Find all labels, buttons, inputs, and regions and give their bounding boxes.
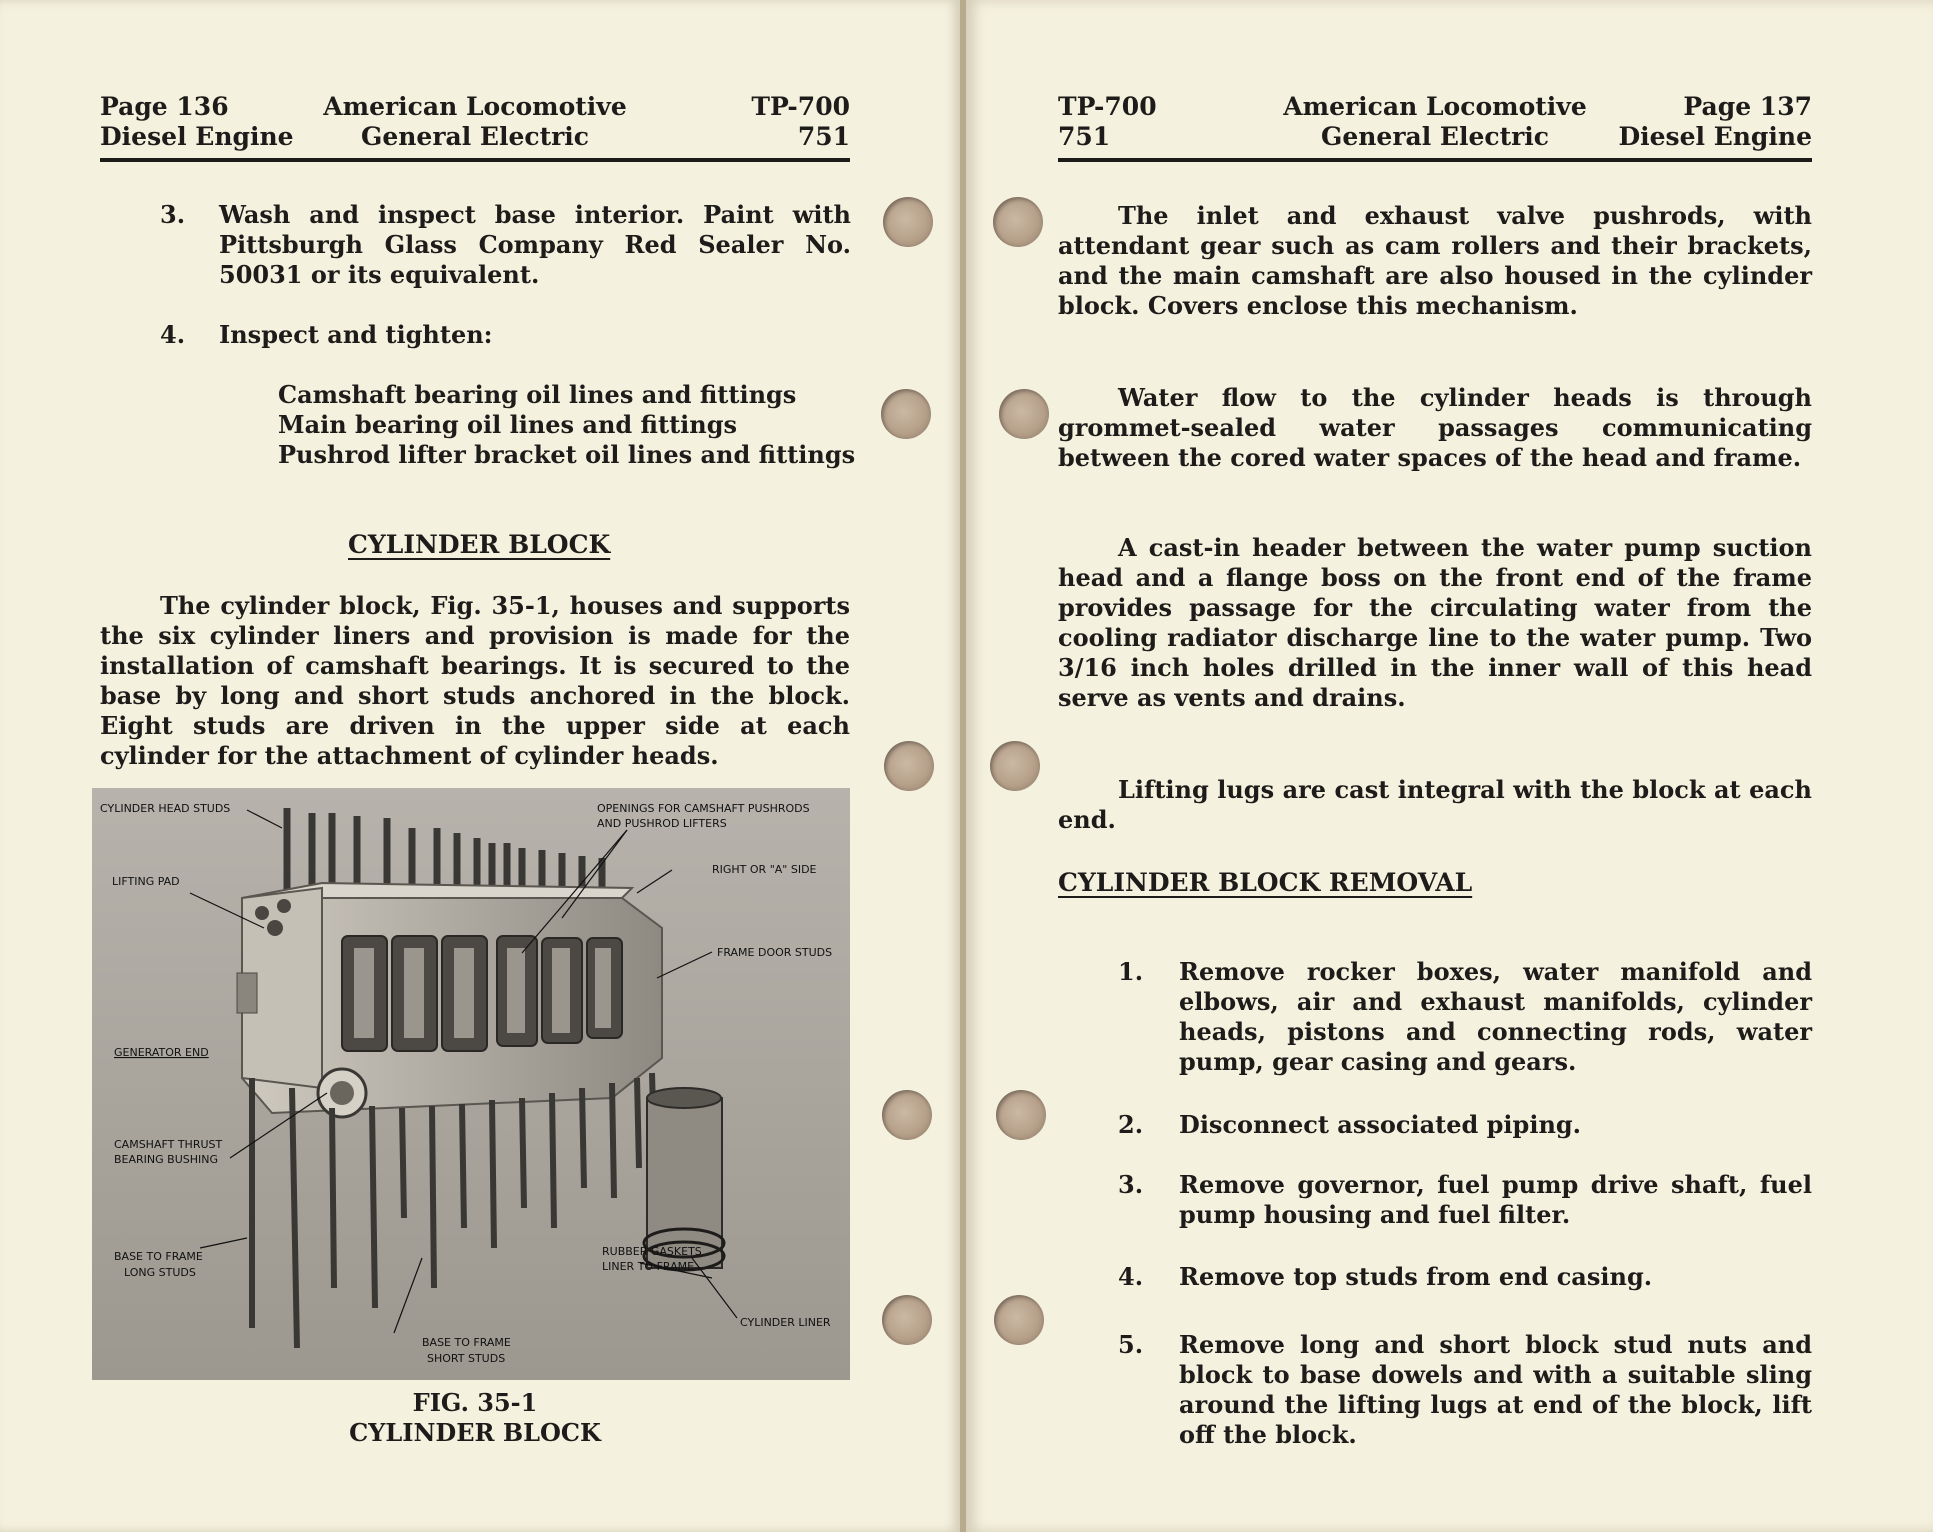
label-base-short-2: SHORT STUDS	[427, 1352, 506, 1365]
label-base-short-1: BASE TO FRAME	[422, 1336, 511, 1349]
step-text: Disconnect associated piping.	[1179, 1110, 1582, 1139]
label-thrust-1: CAMSHAFT THRUST	[114, 1138, 223, 1151]
step-number: 1.	[1118, 957, 1144, 986]
binder-hole	[882, 1090, 932, 1140]
manual-code: TP-700	[1058, 92, 1157, 121]
label-base-long-1: BASE TO FRAME	[114, 1250, 203, 1263]
label-thrust-2: BEARING BUSHING	[114, 1153, 219, 1166]
binder-hole	[996, 1090, 1046, 1140]
binder-hole	[884, 741, 934, 791]
label-gaskets-2: LINER TO FRAME	[602, 1260, 695, 1273]
body-paragraph: The cylinder block, Fig. 35-1, houses and supports the six cylinder liners and provision is made for the installation of camshaft bearings. It is secured to the base by long and short studs anchored in the block. Eight studs are driven in the upper side at each cylinder for the attachment of cylinder heads.	[100, 591, 850, 770]
step-number: 2.	[1118, 1110, 1144, 1139]
binder-hole	[883, 197, 933, 247]
company-name-2: General Electric	[360, 122, 590, 151]
body-paragraph: Lifting lugs are cast integral with the block at each end.	[1058, 775, 1812, 834]
binder-hole	[882, 1295, 932, 1345]
body-paragraph: Water flow to the cylinder heads is through grommet-sealed water passages communicating between the cored water spaces of the head and frame.	[1058, 383, 1812, 472]
label-cylinder-liner: CYLINDER LINER	[740, 1316, 831, 1329]
right-page	[966, 0, 1933, 1532]
cylinder-liner-part	[644, 1088, 724, 1270]
company-name-2: General Electric	[1320, 122, 1550, 151]
item-text: Wash and inspect base interior. Paint with Pittsburgh Glass Company Red Sealer No. 50031 or its equivalent.	[219, 200, 851, 289]
body-paragraph: A cast-in header between the water pump suction head and a flange boss on the front end of the frame provides passage for the circulating water from the cooling radiator discharge line to the water pump. Two 3/16 inch holes drilled in the inner wall of this head serve as vents and drains.	[1058, 533, 1812, 712]
company-name: American Locomotive	[1283, 92, 1587, 121]
figure-cylinder-block	[92, 788, 850, 1380]
item-number: 3.	[160, 200, 186, 229]
cylinder-block-illustration	[92, 788, 850, 1380]
left-page	[0, 0, 960, 1532]
label-lifting-pad: LIFTING PAD	[112, 875, 180, 888]
step-number: 4.	[1118, 1262, 1144, 1291]
figure-caption-title: CYLINDER BLOCK	[349, 1418, 601, 1447]
label-gaskets-1: RUBBER GASKETS	[602, 1245, 702, 1258]
left-page-header	[100, 92, 850, 162]
step-text: Remove top studs from end casing.	[1179, 1262, 1653, 1291]
right-page-header	[1058, 92, 1812, 162]
engine-title: Diesel Engine	[100, 122, 294, 151]
label-frame-door-studs: FRAME DOOR STUDS	[717, 946, 833, 959]
step-text: Remove long and short block stud nuts and block to base dowels and with a suitable sling around the lifting lugs at end of the block, lift off the block.	[1179, 1330, 1812, 1449]
label-cylinder-head-studs: CYLINDER HEAD STUDS	[100, 802, 231, 815]
engine-title: Diesel Engine	[1618, 122, 1812, 151]
manual-code: TP-700	[751, 92, 850, 121]
binder-hole	[990, 741, 1040, 791]
item-number: 4.	[160, 320, 186, 349]
body-paragraph: The inlet and exhaust valve pushrods, with attendant gear such as cam rollers and their brackets, and the main camshaft are also housed in the cylinder block. Covers enclose this mechanism.	[1058, 201, 1812, 320]
camshaft-openings	[342, 936, 622, 1051]
company-name: American Locomotive	[323, 92, 627, 121]
label-base-long-2: LONG STUDS	[124, 1266, 196, 1279]
manual-code-2: 751	[797, 122, 850, 151]
subitem: Main bearing oil lines and fittings	[278, 410, 738, 439]
item-text: Inspect and tighten:	[219, 320, 493, 349]
section-heading: CYLINDER BLOCK REMOVAL	[1058, 868, 1473, 897]
binder-hole	[993, 197, 1043, 247]
binder-hole	[881, 389, 931, 439]
manual-code-2: 751	[1058, 122, 1111, 151]
label-generator-end: GENERATOR END	[114, 1046, 209, 1059]
page-number: Page 136	[100, 92, 229, 121]
figure-caption-number: FIG. 35-1	[412, 1388, 538, 1417]
section-heading: CYLINDER BLOCK	[348, 530, 611, 559]
label-right-side: RIGHT OR "A" SIDE	[712, 863, 817, 876]
subitem: Camshaft bearing oil lines and fittings	[278, 380, 797, 409]
label-openings-2: AND PUSHROD LIFTERS	[597, 817, 727, 830]
step-number: 5.	[1118, 1330, 1144, 1359]
step-number: 3.	[1118, 1170, 1144, 1199]
step-text: Remove rocker boxes, water manifold and elbows, air and exhaust manifolds, cylinder heads, pistons and connecting rods, water pump, gear casing and gears.	[1179, 957, 1812, 1076]
subitem: Pushrod lifter bracket oil lines and fittings	[278, 440, 856, 469]
binder-hole	[994, 1295, 1044, 1345]
step-text: Remove governor, fuel pump drive shaft, fuel pump housing and fuel filter.	[1179, 1170, 1812, 1229]
label-openings-1: OPENINGS FOR CAMSHAFT PUSHRODS	[597, 802, 810, 815]
binder-hole	[999, 389, 1049, 439]
page-number: Page 137	[1683, 92, 1812, 121]
